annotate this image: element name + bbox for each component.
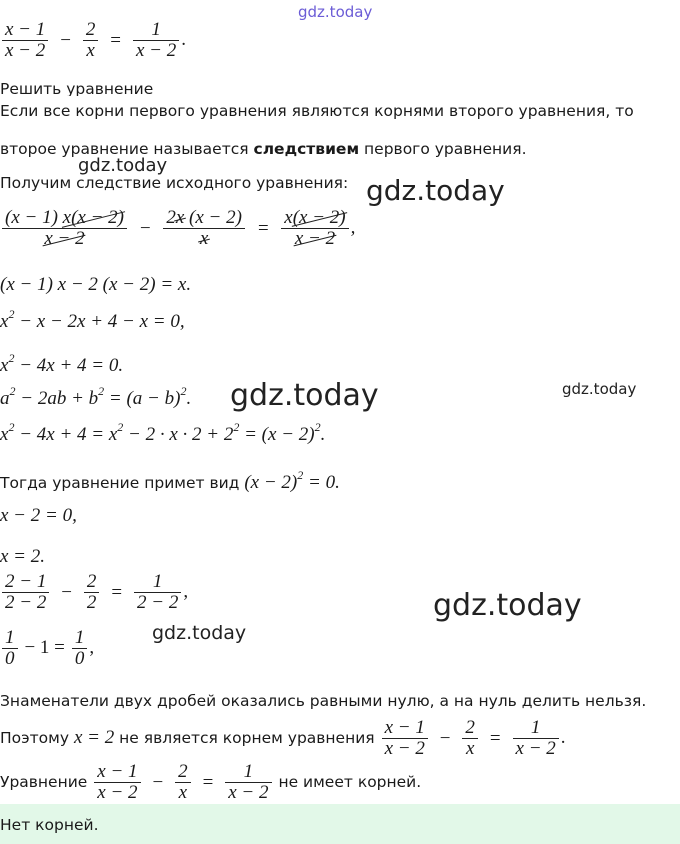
fraction-denominator: x − 2 (294, 228, 336, 249)
math-line: $a^2 - 2ab + b^2 = (a - b)^2$. (0, 384, 192, 409)
fraction-numerator: x − 1 (2, 20, 48, 41)
then-line: Тогда уравнение примет вид $(x - 2)^2 = 0$. (0, 468, 340, 493)
fraction-numerator: 1 (133, 20, 179, 41)
consequence-equation: $\frac{(x - 1) x(x - 2)}{x - 2}$ − $\frac{2x (x - 2)}{x}$ = $\frac{x(x - 2)}{x - 2}$ , (0, 208, 355, 249)
definition-line-2: второе уравнение называется следствием первого уравнения. (0, 140, 527, 158)
watermark: gdz.today (562, 380, 637, 398)
watermark: gdz.today (152, 622, 247, 644)
fraction-denominator: x − 2 (5, 40, 46, 61)
math-line: $x^2 - 4x + 4 = x^2 - 2 \cdot x \cdot 2 + 2^2 = (x - 2)^2$. (0, 420, 326, 445)
watermark: gdz.today (366, 174, 505, 207)
definition-line-1: Если все корни первого уравнения являются корнями второго уравнения, то (0, 102, 634, 120)
math-line: $x^2 - 4x + 4 = 0$. (0, 351, 124, 376)
original-equation: $\frac{x - 1}{x - 2}$ − $\frac{2}{x}$ = $\frac{1}{x - 2}$ . (0, 20, 186, 61)
math-line: x − 2 = 0, (0, 505, 77, 526)
watermark: gdz.today (78, 155, 168, 176)
no-roots-line: Уравнение $\frac{x - 1}{x - 2}$ − $\frac{2}{x}$ = $\frac{1}{x - 2}$ не имеет корней. (0, 761, 422, 803)
division-by-zero: $\frac{1}{0}$ − 1 = $\frac{1}{0}$ , (0, 628, 94, 669)
answer-text: Нет корней. (0, 816, 99, 834)
fraction-numerator: 2x (x − 2) (163, 208, 245, 229)
answer-block (0, 804, 680, 844)
minus-sign: − (60, 29, 71, 51)
term-consequence: следствием (253, 140, 360, 158)
therefore-line: Поэтому x = 2 не является корнем уравнения $\frac{x - 1}{x - 2}$ − $\frac{2}{x}$ = $\frac{1}{x - 2}$ . (0, 717, 566, 759)
zero-denominators-note: Знаменатели двух дробей оказались равными нулю, а на нуль делить нельзя. (0, 692, 647, 710)
watermark: gdz.today (433, 588, 582, 623)
fraction-denominator: x − 2 (44, 228, 85, 249)
solve-heading: Решить уравнение (0, 80, 154, 96)
consequence-heading: Получим следствие исходного уравнения: (0, 174, 349, 192)
watermark: gdz.today (230, 378, 379, 413)
watermark: gdz.today (298, 3, 373, 21)
equals-sign: = (110, 29, 122, 51)
fraction-denominator: x − 2 (135, 40, 177, 61)
math-line: $x^2 - x - 2x + 4 - x = 0$, (0, 307, 185, 332)
math-line: (x − 1) x − 2 (x − 2) = x. (0, 274, 192, 295)
fraction-numerator: x(x − 2) (281, 208, 348, 229)
fraction-denominator: x (199, 228, 209, 249)
math-line: x = 2. (0, 546, 46, 567)
substitution-check: $\frac{2 - 1}{2 - 2}$ − $\frac{2}{2}$ = $\frac{1}{2 - 2}$ , (0, 572, 188, 613)
fraction-denominator: x (86, 40, 95, 61)
fraction-numerator: (x − 1) x(x − 2) (2, 208, 127, 229)
fraction-numerator: 2 (83, 20, 99, 41)
